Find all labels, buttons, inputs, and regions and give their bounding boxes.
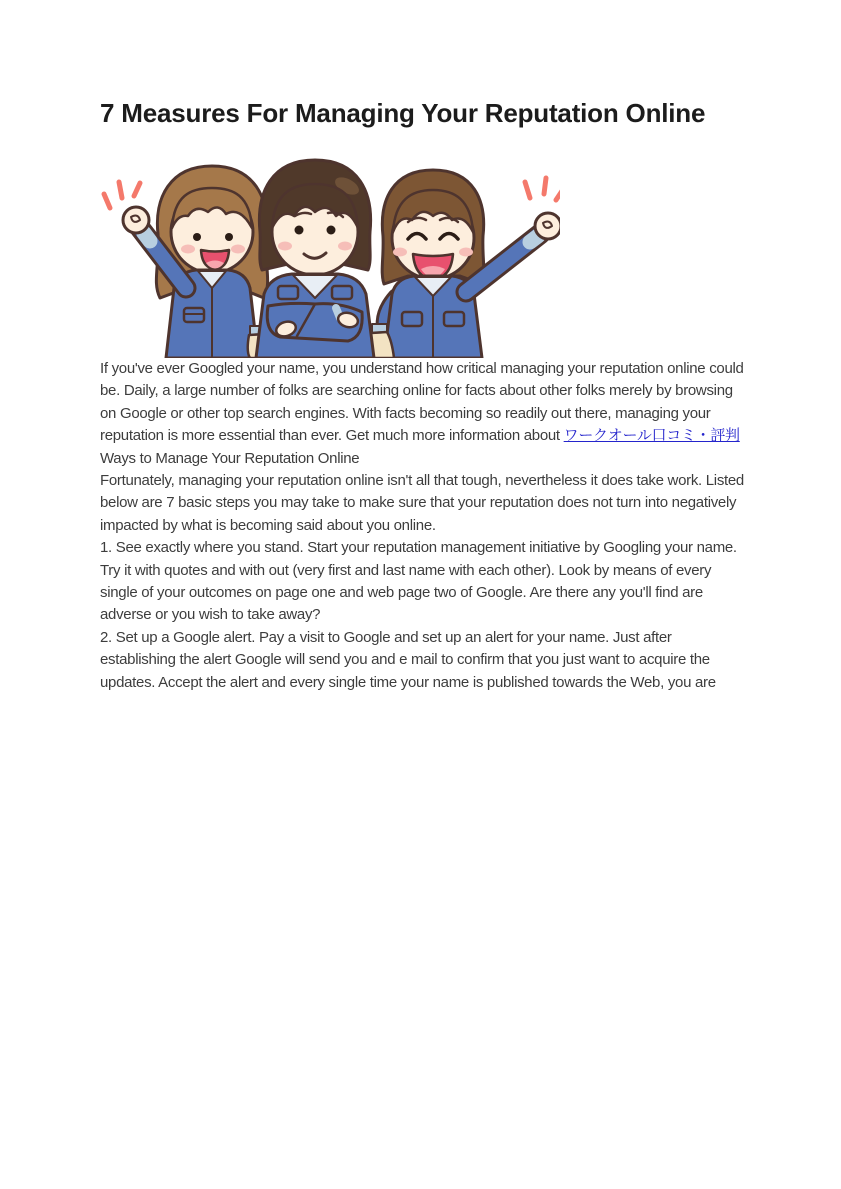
reputation-service-link[interactable]: ワークオール口コミ・評判	[563, 427, 740, 445]
page-title: 7 Measures For Managing Your Reputation Online	[100, 98, 706, 128]
woman-fist	[123, 207, 149, 233]
woman-eye-right	[225, 233, 233, 241]
woman-blush-left	[181, 245, 195, 254]
man-center-eye-left	[295, 226, 304, 235]
man-right-blush-left	[393, 248, 407, 257]
man-center-eye-right	[327, 226, 336, 235]
woman-eye-left	[193, 233, 201, 241]
woman-blush-right	[231, 245, 245, 254]
man-center-blush-left	[278, 242, 292, 251]
intro-text: If you've ever Googled your name, you understand how critical managing your reputation online could be. Daily, a large number of folks are searching online for facts about other folks merely by browsing on Google or other top search engines. With facts becoming so readily out there, managing your reputation is more essential than ever. Get much more information about	[100, 360, 744, 445]
man-right-fist	[535, 213, 560, 239]
intro-paragraph	[100, 358, 750, 448]
man-right-cuff	[530, 236, 538, 242]
man-center-blush-right	[338, 242, 352, 251]
worker-man-right	[382, 170, 560, 358]
workers-illustration	[100, 136, 560, 358]
subheading: Ways to Manage Your Reputation Online	[100, 449, 360, 467]
paragraph-step-2: 2. Set up a Google alert. Pay a visit to Google and set up an alert for your name. Just after establishing the alert Google will send you and e mail to confirm that you just want to acquire the updates. Accept the alert and every single time your name is published towards the Web, you are	[100, 628, 716, 691]
paragraph-step-1: 1. See exactly where you stand. Start your reputation management initiative by Googling your name. Try it with quotes and with out (very first and last name with each other). Look by means of every single of your outcomes on page one and web page two of Google. Are there any you'll find are adverse or you wish to take away?	[100, 539, 737, 624]
emphasis-marks-right	[525, 178, 560, 200]
paragraph-fortunately: Fortunately, managing your reputation online isn't all that tough, nevertheless it does take work. Listed below are 7 basic steps you may take to make sure that your reputation does not turn into negatively impacted by what is becoming said about you online.	[100, 472, 744, 534]
man-right-blush-right	[459, 248, 473, 257]
worker-man-center	[256, 160, 374, 358]
emphasis-marks-left	[104, 182, 140, 208]
document-content	[100, 0, 750, 694]
worker-woman	[123, 166, 268, 358]
woman-cuff	[144, 233, 150, 241]
